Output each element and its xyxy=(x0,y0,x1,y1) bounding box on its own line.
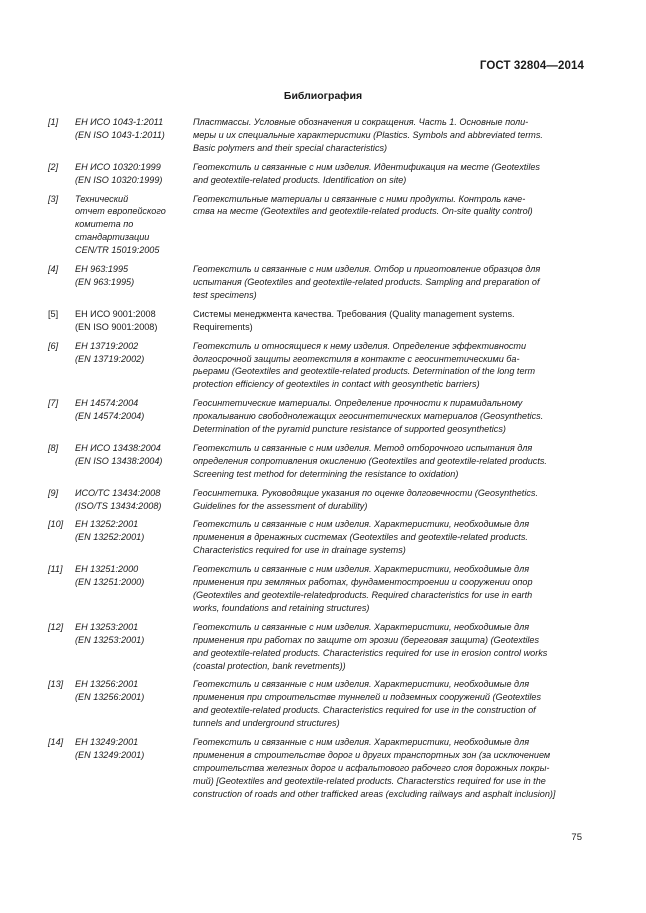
bibliography-entry xyxy=(48,340,582,392)
entry-number: [4] xyxy=(48,264,59,275)
bibliography-entry xyxy=(48,563,582,615)
entry-number: [2] xyxy=(48,161,59,172)
bibliography-entry xyxy=(48,736,582,801)
entry-number: [7] xyxy=(48,398,59,409)
entry-number: [1] xyxy=(48,117,59,127)
entry-standard-code: ЕН 13253:2001 (EN 13253:2001) xyxy=(75,621,145,645)
entry-standard-code: ЕН ИСО 1043-1:2011 (EN ISO 1043-1:2011) xyxy=(75,117,165,140)
bibliography-entry xyxy=(48,518,582,557)
entry-standard-code: ЕН ИСО 10320:1999 (EN ISO 10320:1999) xyxy=(75,161,163,185)
bibliography-title: Библиография xyxy=(283,90,363,102)
entry-description: Геотекстиль и связанные с ним изделия. Характеристики, необходимые для применения в дренажных системах (Geotextiles and geotextile-related products. Characteristics required for use in drainage systems) xyxy=(193,519,530,556)
bibliography-entry xyxy=(48,161,582,187)
entry-number: [11] xyxy=(48,564,63,575)
entry-description: Геотекстиль и связанные с ним изделия. Характеристики, необходимые для применения при земляных работах, фундаментостроении и сооружении опор (Geotextiles and geotextile-relatedproducts. Required characteristics for use in earth works, foundations and retaining structures) xyxy=(193,564,533,613)
entry-number: [5] xyxy=(48,308,59,319)
entry-description: Системы менеджмента качества. Требования (Quality management systems. Requirements) xyxy=(193,308,515,332)
bibliography-list xyxy=(48,116,582,807)
entry-standard-code: Технический отчет европейского комитета по стандартизации CEN/TR 15019:2005 xyxy=(75,193,166,256)
entry-standard-code: ЕН 13249:2001 (EN 13249:2001) xyxy=(75,737,145,760)
bibliography-entry xyxy=(48,263,582,302)
entry-number: [6] xyxy=(48,340,59,351)
entry-standard-code: ЕН ИСО 13438:2004 (EN ISO 13438:2004) xyxy=(75,442,163,466)
bibliography-entry xyxy=(48,621,582,673)
entry-description: Геотекстиль и связанные с ним изделия. Характеристики, необходимые для применения при работах по защите от эрозии (береговая защита) (Geotextiles and geotextile-related products. Characteristics required for use in erosion control works (coastal protection, bank revetments)) xyxy=(193,621,548,671)
entry-description: Геотекстильные материалы и связанные с ними продукты. Контроль каче- ства на месте (Geotextiles and geotextile-related products. On-site quality control) xyxy=(193,193,533,217)
entry-description: Геосинтетика. Руководящие указания по оценке долговечности (Geosynthetics. Guidelines for the assessment of durability) xyxy=(193,487,538,511)
bibliography-entry xyxy=(48,678,582,730)
bibliography-entry xyxy=(48,116,582,155)
entry-description: Геосинтетические материалы. Определение прочности к пирамидальному прокалыванию свободнолежащих геосинтетических материалов (Geosynthetics. Determination of the pyramid puncture resistance of supported geosynthetics) xyxy=(193,398,544,435)
entry-standard-code: ЕН 14574:2004 (EN 14574:2004) xyxy=(75,398,145,422)
entry-description: Геотекстиль и связанные с ним изделия. Отбор и приготовление образцов для испытания (Geotextiles and geotextile-related products. Sampling and preparation of test specimens) xyxy=(193,264,541,300)
entry-standard-code: ЕН 13252:2001 (EN 13252:2001) xyxy=(75,519,145,543)
bibliography-entry xyxy=(48,397,582,436)
entry-number: [13] xyxy=(48,679,64,690)
entry-number: [12] xyxy=(48,621,64,632)
entry-number: [3] xyxy=(48,193,59,204)
entry-number: [14] xyxy=(48,737,64,748)
entry-number: [9] xyxy=(48,487,59,498)
entry-description: Геотекстиль и связанные с ним изделия. Идентификация на месте (Geotextiles and geotextile-related products. Identification on site) xyxy=(193,161,540,185)
bibliography-entry xyxy=(48,442,582,481)
entry-number: [8] xyxy=(48,442,59,453)
entry-description: Геотекстиль и связанные с ним изделия. Характеристики, необходимые для применения в строительстве дорог и других транспортных зон (за исключением строительства железных дорог и асфальтового рабочего слоя дорожных покры- тий) [Geotextiles and geotextile-related products. Characterstics required for use in the construction of roads and other trafficked areas (excluding railways and asphalt inclusion)] xyxy=(193,737,556,799)
document-code: ГОСТ 32804—2014 xyxy=(479,60,584,72)
bibliography-entry xyxy=(48,308,582,334)
entry-number: [10] xyxy=(48,519,64,530)
entry-standard-code: ЕН 963:1995 (EN 963:1995) xyxy=(75,264,135,287)
entry-description: Геотекстиль и относящиеся к нему изделия. Определение эффективности долгосрочной защиты геотекстиля в контакте с геосинтетическими ба- рьерами (Geotextiles and geotextile-related products. Determination of the long term protection efficiency of geotextiles in contact with geosynthetic barriers) xyxy=(193,340,536,390)
entry-standard-code: ЕН 13256:2001 (EN 13256:2001) xyxy=(75,679,145,703)
entry-description: Геотекстиль и связанные с ним изделия. Характеристики, необходимые для применения при строительстве туннелей и подземных сооружений (Geotextiles and geotextile-related products. Characteristics required for use in the construction of tunnels and underground structures) xyxy=(193,679,542,729)
entry-standard-code: ЕН ИСО 9001:2008 (EN ISO 9001:2008) xyxy=(75,308,158,332)
entry-standard-code: ИСО/ТС 13434:2008 (ISO/TS 13434:2008) xyxy=(75,487,162,511)
entry-standard-code: ЕН 13719:2002 (EN 13719:2002) xyxy=(75,340,145,364)
entry-description: Пластмассы. Условные обозначения и сокращения. Часть 1. Основные поли- меры и их специальные характеристики (Plastics. Symbols and abbreviated terms. Basic polymers and their special characteristics) xyxy=(193,117,543,153)
bibliography-entry xyxy=(48,193,582,258)
page-number: 75 xyxy=(571,832,582,843)
entry-description: Геотекстиль и связанные с ним изделия. Метод отборочного испытания для определения сопротивления окислению (Geotextiles and geotextile-related products. Screening test method for determining the resistance to oxidation) xyxy=(193,442,547,479)
entry-standard-code: ЕН 13251:2000 (EN 13251:2000) xyxy=(75,564,145,588)
bibliography-entry xyxy=(48,487,582,513)
